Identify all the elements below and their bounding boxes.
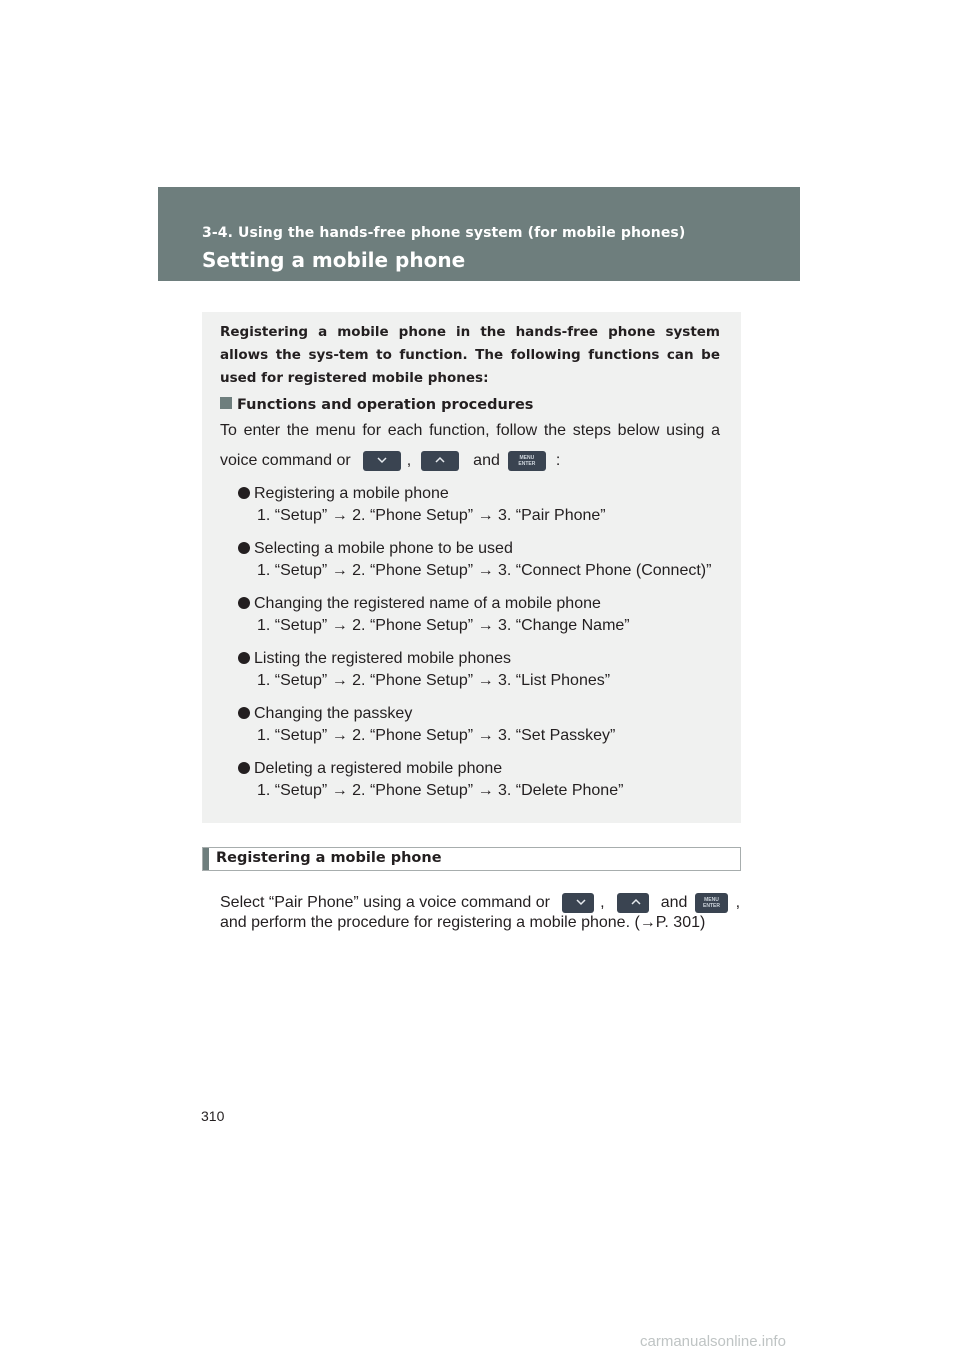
menu-enter-button-icon	[695, 893, 727, 913]
item-title: Changing the registered name of a mobile phone	[254, 595, 601, 612]
page-title: Setting a mobile phone	[202, 248, 466, 272]
item-title: Changing the passkey	[254, 705, 413, 722]
body-line-1	[220, 890, 740, 916]
comma: ,	[406, 452, 412, 469]
item-path: 1. “Setup” → 2. “Phone Setup” → 3. “Delete Phone”	[257, 782, 624, 799]
bullet-icon	[238, 597, 250, 609]
menu-icon-line2: ENTER	[518, 461, 536, 467]
subheading-text: Functions and operation procedures	[237, 397, 534, 413]
body-pre: Select “Pair Phone” using a voice command or	[220, 894, 550, 911]
square-bullet-icon	[220, 397, 232, 409]
header-band	[158, 187, 800, 281]
bullet-icon	[238, 707, 250, 719]
list-item	[238, 648, 738, 692]
body-end: ,	[735, 894, 741, 911]
item-path: 1. “Setup” → 2. “Phone Setup” → 3. “Set Passkey”	[257, 727, 616, 744]
section-heading-bar	[202, 847, 741, 871]
subheading	[220, 397, 533, 413]
item-path: 1. “Setup” → 2. “Phone Setup” → 3. “Connect Phone (Connect)”	[257, 562, 712, 579]
item-title: Listing the registered mobile phones	[254, 650, 512, 667]
menu-icon-line1: MENU	[519, 455, 535, 461]
up-button-icon	[421, 451, 459, 471]
watermark: carmanualsonline.info	[640, 1333, 786, 1350]
list-item	[238, 703, 738, 747]
section-accent	[203, 848, 209, 870]
list-item	[238, 758, 738, 802]
body-line-2: and perform the procedure for registering a mobile phone. (→P. 301)	[220, 914, 706, 931]
menu-enter-button-icon	[508, 451, 546, 471]
info-box	[202, 312, 741, 823]
down-button-icon	[562, 893, 594, 913]
and-text: and	[660, 894, 688, 911]
item-title: Registering a mobile phone	[254, 485, 449, 502]
item-path: 1. “Setup” → 2. “Phone Setup” → 3. “Pair Phone”	[257, 507, 606, 524]
instruction-pre: voice command or	[220, 452, 351, 469]
section-heading: Registering a mobile phone	[216, 850, 442, 866]
item-path: 1. “Setup” → 2. “Phone Setup” → 3. “Change Name”	[257, 617, 630, 634]
bullet-icon	[238, 487, 250, 499]
bullet-icon	[238, 652, 250, 664]
page-number: 310	[201, 1108, 225, 1124]
list-item	[238, 593, 738, 637]
comma: ,	[600, 894, 605, 911]
item-path: 1. “Setup” → 2. “Phone Setup” → 3. “List Phones”	[257, 672, 611, 689]
section-label: 3-4. Using the hands-free phone system (for mobile phones)	[202, 225, 686, 241]
list-item	[238, 483, 738, 527]
item-title: Selecting a mobile phone to be used	[254, 540, 513, 557]
instruction-line-2	[220, 448, 730, 474]
bullet-icon	[238, 762, 250, 774]
down-button-icon	[363, 451, 401, 471]
instruction-line-1: To enter the menu for each function, follow the steps below using a	[220, 422, 720, 439]
and-text: and	[473, 452, 500, 469]
list-item	[238, 538, 738, 582]
item-title: Deleting a registered mobile phone	[254, 760, 503, 777]
menu-icon-line1: MENU	[704, 897, 719, 903]
menu-icon-line2: ENTER	[703, 903, 720, 909]
bullet-icon	[238, 542, 250, 554]
intro-text: Registering a mobile phone in the hands-free phone system allows the sys-tem to function. The following functions can be used for registered mobile phones:	[220, 324, 720, 386]
colon: :	[555, 452, 561, 469]
up-button-icon	[617, 893, 649, 913]
